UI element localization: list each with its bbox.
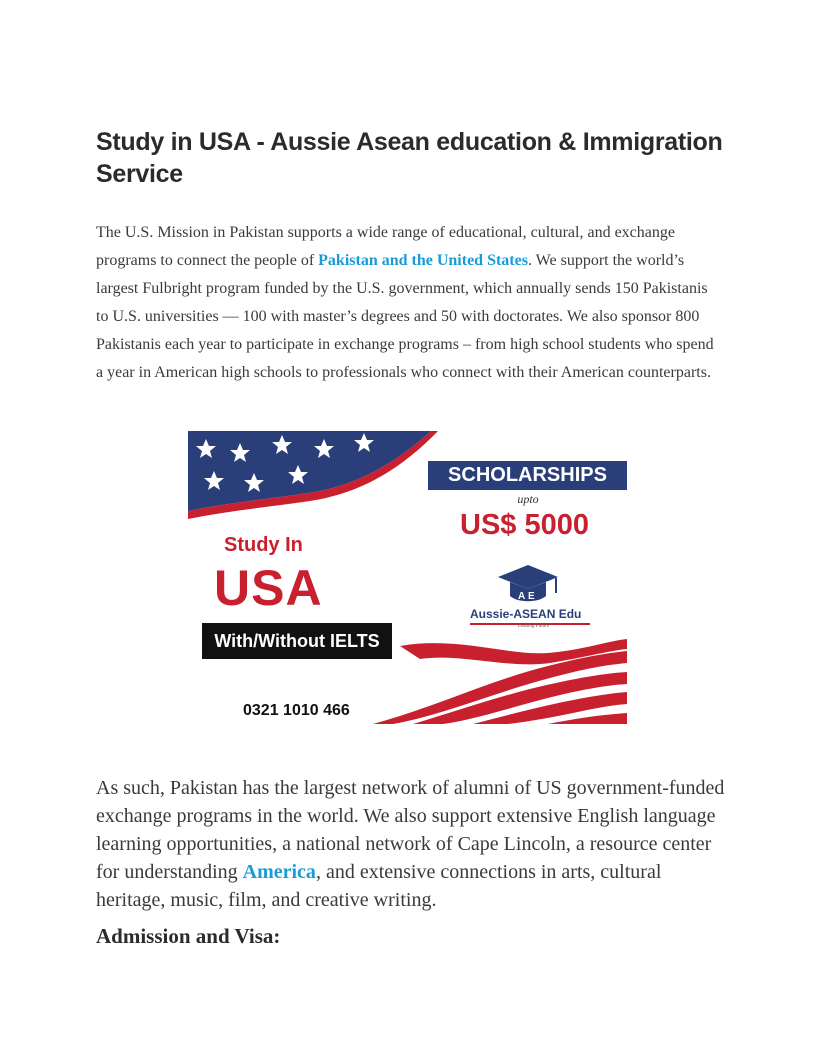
intro-text-start: The U.S. Mission in Pakistan supports a wide range of educational, cultural, and exchange programs to connect the people of bbox=[96, 224, 675, 269]
page-title: Study in USA - Aussie Asean education & Immigration Service bbox=[96, 128, 723, 188]
upto-label: upto bbox=[517, 492, 539, 506]
scholarship-amount: US$ 5000 bbox=[460, 509, 589, 541]
usa-label: USA bbox=[214, 560, 323, 616]
study-usa-banner bbox=[188, 431, 627, 724]
alumni-text-start: As such, Pakistan has the largest network of alumni of US government-funded exchange programs in the world. We also support extensive English language learning opportunities, a national network of Cape Lincoln, a resource center for understanding bbox=[96, 777, 725, 883]
scholarships-label: SCHOLARSHIPS bbox=[428, 461, 627, 490]
alumni-text-end: , and extensive connections in arts, cultural heritage, music, film, and creative writing. bbox=[96, 861, 662, 911]
svg-text:E: E bbox=[528, 591, 535, 602]
ielts-label: With/Without IELTS bbox=[202, 623, 392, 659]
phone-number: 0321 1010 466 bbox=[243, 702, 350, 719]
brand-tagline: Leading Future bbox=[518, 624, 550, 629]
admission-visa-heading: Admission and Visa: bbox=[96, 924, 281, 948]
svg-text:A: A bbox=[518, 591, 526, 602]
brand-name: Aussie-ASEAN Edu bbox=[470, 607, 582, 621]
study-in-label: Study In bbox=[224, 534, 303, 556]
intro-paragraph bbox=[96, 219, 721, 387]
intro-text-end: . We support the world’s largest Fulbright program funded by the U.S. government, which annually sends 150 Pakistanis to U.S. universities — 100 with master’s degrees and 50 with doctorates. We also sponsor 800 Pakistanis each year to participate in exchange programs – from high school students who spend a year in American high schools to professionals who connect with their American counterparts. bbox=[96, 252, 714, 381]
pakistan-us-link[interactable]: Pakistan and the United States bbox=[318, 252, 528, 269]
alumni-paragraph bbox=[96, 774, 726, 914]
america-link[interactable]: America bbox=[242, 861, 316, 883]
